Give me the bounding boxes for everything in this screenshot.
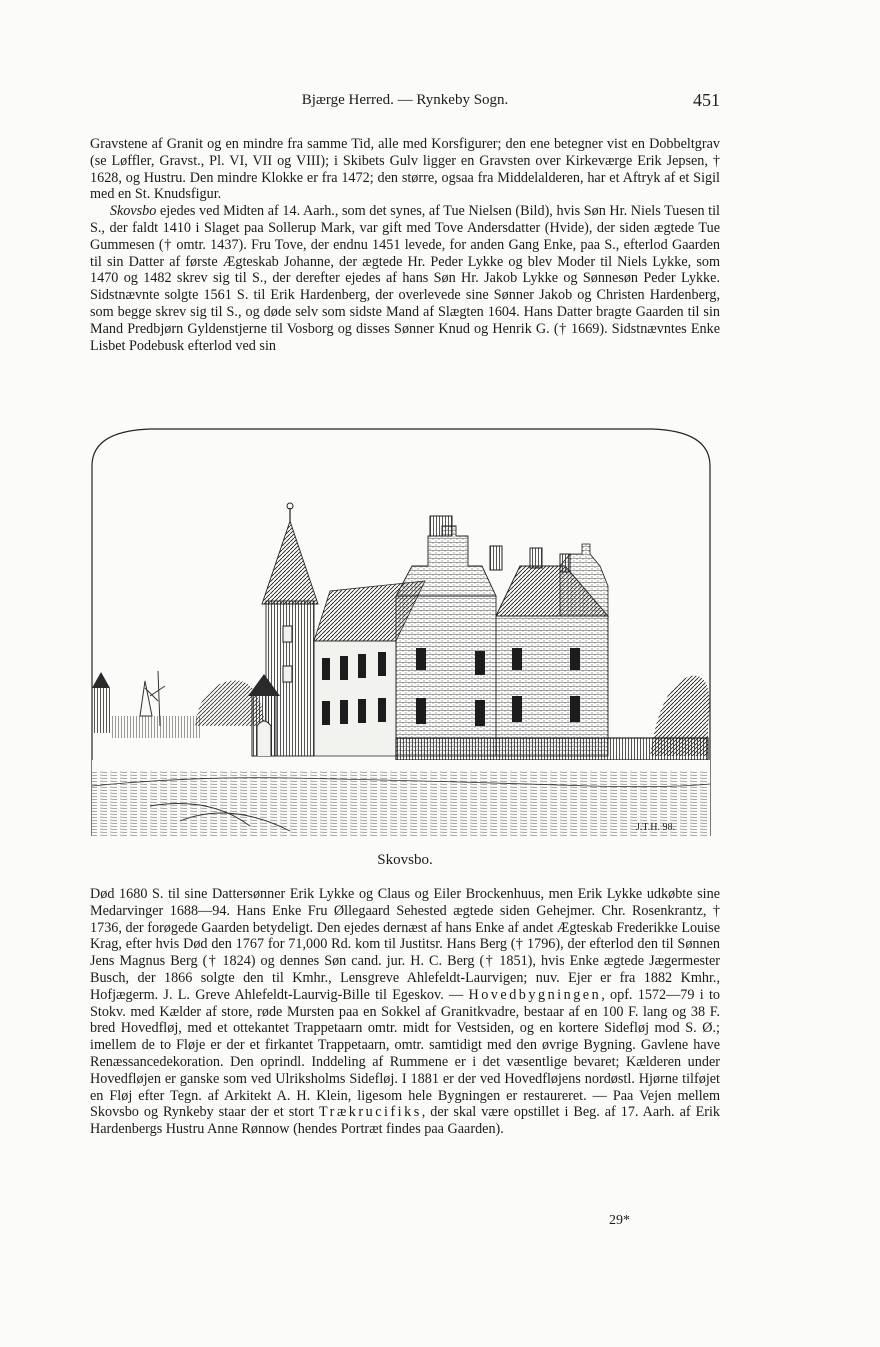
running-title: Bjærge Herred. — Rynkeby Sogn. bbox=[301, 92, 509, 108]
signature-mark: 29* bbox=[609, 1213, 630, 1228]
place-name-skovsbo: Skovsbo bbox=[109, 203, 157, 220]
paragraph-text-2: , opf. 1572—79 i to Stokv. med Kælder af store, røde Mursten paa en Sokkel af Granitkvadre, bestaar af en 100 F. lang og 38 F. bred Hovedfløj, med et ottekantet Trappetaarn omtr. midt for Vestsiden, og en kortere Sidefløj mod S. Ø.; imellem de to Fløje er der et firkantet Trappetaarn, omtr. samtidigt med den øvrige Bygning. Gavlene have Renæssancedekoration. Den oprindl. Inddeling af Rummene er i det væsentlige bevaret; Kælderen under Hovedfløjen er ganske som ved Ulriksholms Sidefløj. I 1881 er der ved Hovedfløjens nordøstl. Hjørne tilføjet en Fløj efter Tegn. af Arkitekt A. H. Klein, ligesom hele Bygningen er restaureret. — Paa Vejen mellem Skovsbo og Rynkeby staar der et stort bbox=[90, 986, 720, 1121]
side-wing-wall bbox=[496, 616, 608, 756]
porch-door bbox=[257, 721, 271, 756]
artist-mark: J.T.H. 98. bbox=[636, 822, 675, 833]
paragraph-text-1: Død 1680 S. til sine Dattersønner Erik Lykke og Claus og Eiler Brockenhuus, men Erik Lykke udkøbte sine Medarvinger 1688—94. Hans Enke Fru Øllegaard Sehested ægtede siden Gehejmer. Chr. Rosenkrantz, † 1736, der forøgede Gaarden betydeligt. Den ejedes dernæst af hans Enke af andet Ægteskab Frederikke Louise Krag, efter hvis Død den 1767 for 71,000 Rd. kom til Justitsr. Hans Berg († 1796), der efterlod den til Sønnen Jens Magnus Berg († 1824) og dennes Søn cand. jur. H. C. Berg († 1851), hvis Enke ægtede Jægermester Busch, der 1866 solgte den til Kmhr., Lensgreve Ahlefeldt-Laurvigen; nuv. Ejer er fra 1882 Kmhr., Hofjægerm. J. L. Greve Ahlefeldt-Laurvig-Bille til Egeskov. — bbox=[90, 886, 720, 1003]
term-hovedbygningen: Hovedbygningen bbox=[468, 986, 602, 1003]
manor-illustration bbox=[90, 426, 712, 836]
shed bbox=[92, 688, 110, 733]
figure-caption: Skovsbo. bbox=[377, 852, 433, 868]
paragraph-skovsbo-history bbox=[90, 203, 720, 354]
tower-spire bbox=[262, 521, 318, 604]
term-traekrucifiks: Trækrucifiks bbox=[318, 1104, 422, 1121]
greenhouse bbox=[110, 716, 200, 738]
main-gable-wall bbox=[396, 596, 496, 756]
paragraph-text: ejedes ved Midten af 14. Aarh., som det synes, af Tue Nielsen (Bild), hvis Søn Hr. Niels Tuesen til S., der faldt 1410 i Slaget paa Sollerup Mark, var gift med Tove Andersdatter (Hvide), der siden ægtede Tue Gummesen († omtr. 1437). Fru Tove, der endnu 1451 levede, for anden Gang Enke, paa S., efterlod Gaarden til sin Datter af første Ægteskab Johanne, der ægtede Hr. Peder Lykke og blev Moder til Niels Lykke, som 1470 og 1482 skrev sig til S., der derefter ejedes af hans Søn Hr. Jakob Lykke og Sønnesøn Peder Lykke. Sidstnævnte solgte 1561 S. til Erik Hardenberg, der overlevede sine Sønner Jakob og Christen Hardenberg, som begge skrev sig til S., og døde selv som sidste Mand af Slægten 1604. Hans Datter bragte Gaarden til sin Mand Predbjørn Gyldenstjerne til Vosborg og disses Sønner Knud og Henrik G. († 1669). Sidstnævntes Enke Lisbet Podebusk efterlod ved sin bbox=[90, 203, 720, 354]
running-header bbox=[90, 90, 720, 112]
paragraph-later-owners bbox=[90, 886, 720, 1138]
text-block-bottom bbox=[90, 886, 720, 1138]
page-number: 451 bbox=[693, 90, 720, 110]
chimney-main bbox=[430, 516, 452, 536]
text-block-top bbox=[90, 136, 720, 354]
chimney-2 bbox=[490, 546, 502, 570]
chimney-3 bbox=[530, 548, 542, 568]
chimney-4 bbox=[560, 554, 570, 572]
skovsbo-engraving bbox=[90, 426, 712, 836]
paragraph-gravestones: Gravstene af Granit og en mindre fra samme Tid, alle med Korsfigurer; den ene betegner vist en Dobbeltgrav (se Løffler, Gravst., Pl. VI, VII og VIII); i Skibets Gulv ligger en Gravsten over Kirkeværge Erik Jepsen, † 1628, og Hustru. Den mindre Klokke er fra 1472; den større, ogsaa fra Middelalderen, har et Aftryk af et Sigil med en St. Knudsfigur. bbox=[90, 136, 720, 203]
paragraph-text-3: , der skal være opstillet i Beg. af 17. Aarh. af Erik Hardenbergs Hustru Anne Rønnow (hendes Portræt findes paa Gaarden). bbox=[90, 1104, 721, 1138]
fence bbox=[396, 738, 708, 760]
